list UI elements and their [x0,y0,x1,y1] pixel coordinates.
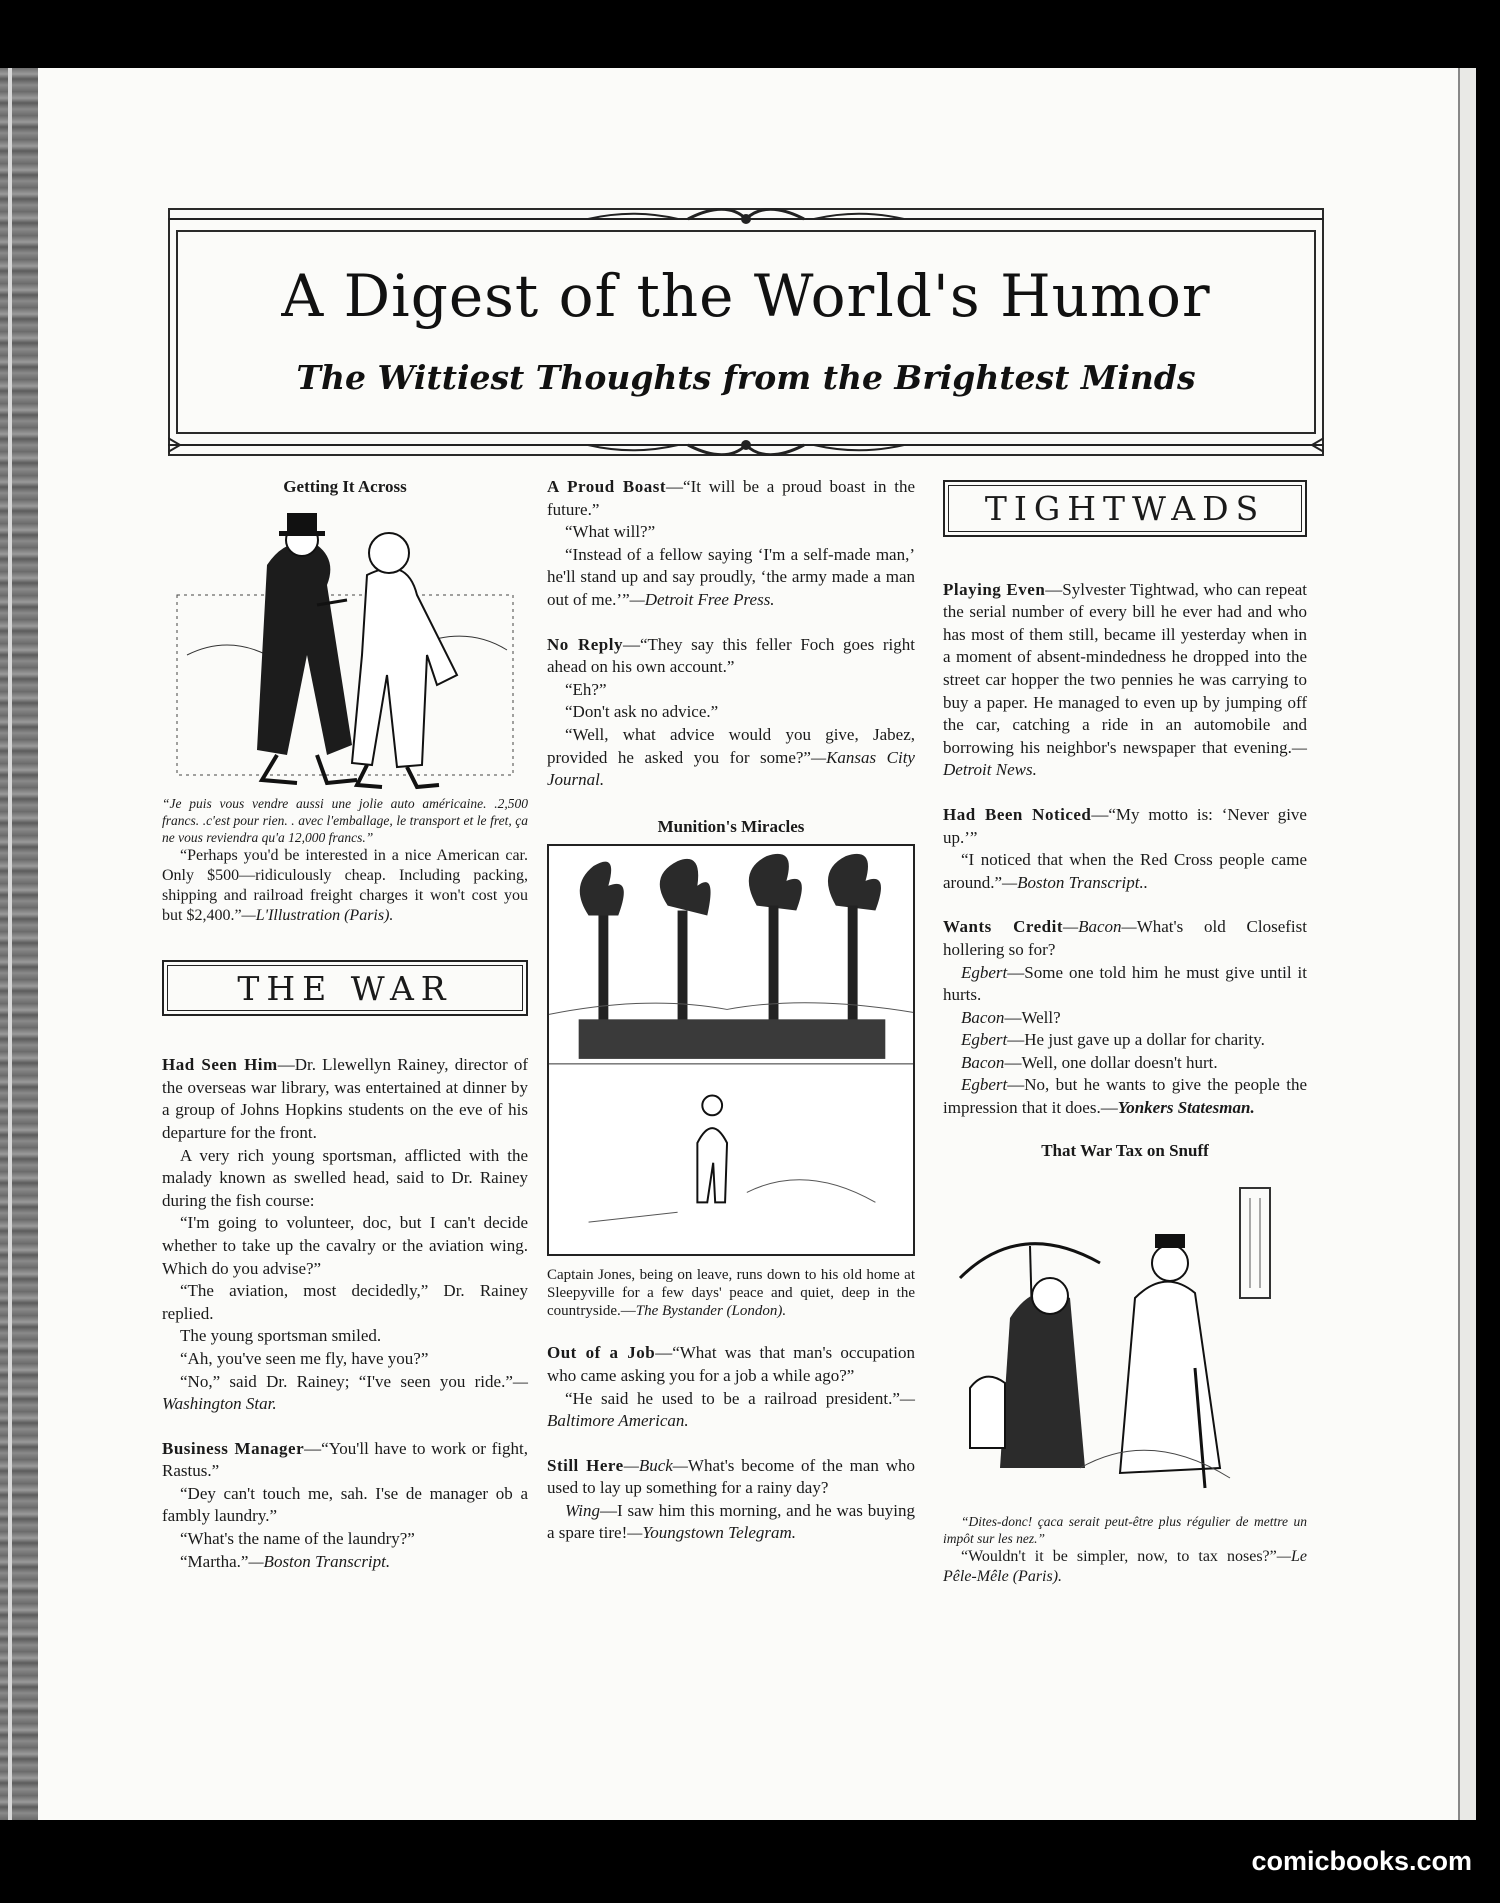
snuff-english-caption: “Wouldn't it be simpler, now, to tax noses?”—Le Pêle-Mêle (Paris). [943,1548,1307,1586]
header-ornament-top [168,208,1324,230]
joke-paragraph: “Instead of a fellow saying ‘I'm a self-made man,’ he'll stand up and say proudly, ‘the army made a man out of me.’”—Detroit Free Press. [547,544,915,609]
getting-it-across-french-caption: “Je puis vous vendre aussi une jolie auto américaine. .2,500 francs. .c'est pour rien. . avec l'emballage, le transport et le fret, ça ne vous reviendra qu'a 12,000 francs.” [162,795,528,845]
joke-had-been-noticed: Had Been Noticed—“My motto is: ‘Never give up.’” [943,804,1307,847]
joke-paragraph: “Eh?” [565,679,607,699]
joke-paragraph: “Don't ask no advice.” [565,702,719,722]
getting-it-across-english-caption: “Perhaps you'd be interested in a nice American car. Only $500—ridiculously cheap. Including packing, shipping and railroad freight charges it won't cost you but $2,400.”—L'Illustration (Paris). [162,846,528,924]
site-watermark: comicbooks.com [1251,1846,1472,1876]
section-title-the-war: THE WAR [167,965,523,1012]
joke-no-reply: No Reply—“They say this feller Foch goes right ahead on his own account.” [547,634,916,677]
joke-paragraph: A very rich young sportsman, afflicted with the malady known as swelled head, said to Dr. Rainey during the fish course: [162,1145,528,1210]
getting-it-across-heading: Getting It Across [283,477,407,496]
joke-paragraph: “What will?” [565,522,656,542]
joke-paragraph: “I noticed that when the Red Cross people came around.”—Boston Transcript.. [943,850,1307,892]
joke-playing-even: Playing Even—Sylvester Tightwad, who can repeat the serial number of every bill he ever had and who has most of them still, became ill yesterday when in a moment of absent-mindedness he dropped into the street car hopper the two pennies he was carrying to buy a paper. He managed to even up by jumping off the car, catching a ride in an automobile and borrowing his neighbor's newspaper that evening.—Detroit News. [943,579,1308,780]
joke-paragraph: The young sportsman smiled. [180,1326,382,1346]
joke-proud-boast: A Proud Boast—“It will be a proud boast in the future.” [547,477,915,519]
joke-paragraph: “Martha.”—Boston Transcript. [180,1551,391,1571]
joke-out-of-a-job: Out of a Job—“What was that man's occupation who came asking you for a job a while ago?” [547,1343,915,1385]
joke-paragraph: Egbert—He just gave up a dollar for charity. [961,1030,1265,1050]
joke-paragraph: Wing—I saw him this morning, and he was buying a spare tire!—Youngstown Telegram. [547,1500,915,1543]
joke-paragraph: “I'm going to volunteer, doc, but I can't decide whether to take up the cavalry or the aviation wing. Which do you advise?” [162,1213,528,1278]
next-page-edge [1458,68,1476,1820]
munitions-miracles-heading: Munition's Miracles [657,816,805,836]
page-title: A Digest of the World's Humor [281,262,1211,330]
joke-paragraph: Bacon—Well, one dollar doesn't hurt. [961,1052,1218,1072]
cartoon-snuff-vendor [950,1168,1300,1513]
joke-wants-credit: Wants Credit—Bacon—What's old Closefist hollering so for? [943,917,1307,959]
section-box-tightwads [943,480,1307,537]
joke-paragraph: “The aviation, most decidedly,” Dr. Rainey replied. [162,1281,528,1323]
joke-paragraph: “Dey can't touch me, sah. I'se de manager ob a fambly laundry.” [162,1483,528,1526]
book-spine [0,68,38,1820]
page-subtitle: The Wittiest Thoughts from the Brightest Minds [296,358,1196,397]
joke-paragraph: “Well, what advice would you give, Jabez, provided he asked you for some?”—Kansas City Journal. [547,724,915,790]
joke-paragraph: “No,” said Dr. Rainey; “I've seen you ride.”—Washington Star. [162,1371,528,1414]
section-title-tightwads: TIGHTWADS [948,485,1302,532]
joke-paragraph: Egbert—Some one told him he must give until it hurts. [943,962,1307,1005]
war-tax-snuff-heading: That War Tax on Snuff [1041,1140,1209,1160]
joke-still-here: Still Here—Buck—What's become of the man who used to lay up something for a rainy day? [547,1455,916,1498]
cartoon-factory-smokestacks [547,844,915,1256]
header-inner-frame [176,230,1316,434]
joke-paragraph: Bacon—Well? [961,1007,1061,1027]
joke-paragraph: “What's the name of the laundry?” [180,1529,415,1549]
joke-business-manager: Business Manager—“You'll have to work or fight, Rastus.” [162,1438,528,1481]
column-right [943,476,1307,1587]
column-left [162,476,528,1573]
joke-had-seen-him: Had Seen Him—Dr. Llewellyn Rainey, director of the overseas war library, was entertained at dinner by a group of Johns Hopkins students on the eve of his departure for the front. [162,1055,528,1142]
page-header [168,208,1324,456]
joke-paragraph: “Ah, you've seen me fly, have you?” [180,1348,429,1368]
munitions-caption: Captain Jones, being on leave, runs down to his old home at Sleepyville for a few days' peace and quiet, deep in the countryside.—The Bystander (London). [547,1267,915,1320]
header-ornament-bottom [168,434,1324,456]
column-middle [547,476,915,1545]
section-box-the-war [162,960,528,1017]
snuff-french-caption: “Dites-donc! çaca serait peut-être plus régulier de mettre un impôt sur les nez.” [943,1514,1307,1547]
joke-paragraph: Egbert—No, but he wants to give the people the impression that it does.—Yonkers Statesman. [943,1075,1307,1118]
joke-paragraph: “He said he used to be a railroad president.”—Baltimore American. [547,1388,915,1431]
cartoon-car-salesman [167,505,523,795]
